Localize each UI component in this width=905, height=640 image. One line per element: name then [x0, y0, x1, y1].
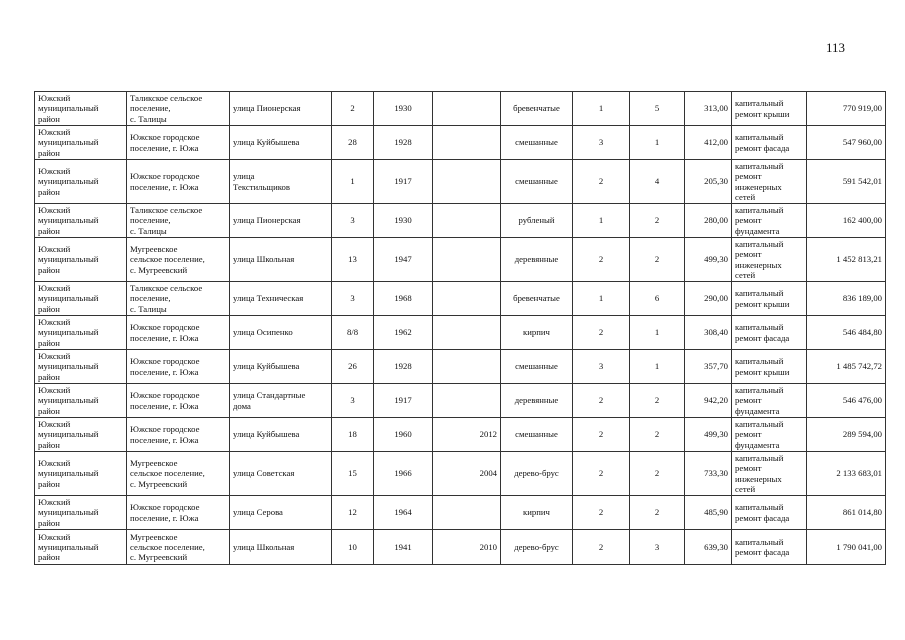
settlement-cell: Южское городское поселение, г. Южа	[127, 126, 230, 160]
reconstruction-year-cell	[433, 282, 501, 316]
reconstruction-year-cell: 2012	[433, 418, 501, 452]
entrances-cell: 4	[630, 160, 685, 204]
house-number-cell: 3	[332, 282, 374, 316]
build-year-cell: 1962	[374, 316, 433, 350]
reconstruction-year-cell	[433, 126, 501, 160]
settlement-cell: Мугреевское сельское поселение, с. Мугреевский	[127, 530, 230, 565]
cost-cell: 2 133 683,01	[807, 452, 886, 496]
municipality-cell: Южский муниципальный район	[35, 204, 127, 238]
house-number-cell: 10	[332, 530, 374, 565]
table-row	[35, 238, 886, 282]
reconstruction-year-cell	[433, 204, 501, 238]
street-cell: улица Серова	[230, 496, 332, 530]
entrances-cell: 3	[630, 530, 685, 565]
house-number-cell: 13	[332, 238, 374, 282]
reconstruction-year-cell	[433, 350, 501, 384]
entrances-cell: 2	[630, 418, 685, 452]
cost-cell: 1 790 041,00	[807, 530, 886, 565]
repair-registry-table	[34, 91, 886, 565]
table-row	[35, 384, 886, 418]
wall-material-cell: смешанные	[501, 160, 573, 204]
area-cell: 733,30	[685, 452, 732, 496]
area-cell: 485,90	[685, 496, 732, 530]
floors-cell: 2	[573, 452, 630, 496]
wall-material-cell: кирпич	[501, 496, 573, 530]
table-row	[35, 92, 886, 126]
house-number-cell: 15	[332, 452, 374, 496]
municipality-cell: Южский муниципальный район	[35, 418, 127, 452]
municipality-cell: Южский муниципальный район	[35, 126, 127, 160]
work-type-cell: капитальный ремонт инженерных сетей	[732, 238, 807, 282]
cost-cell: 861 014,80	[807, 496, 886, 530]
area-cell: 313,00	[685, 92, 732, 126]
street-cell: улица Пионерская	[230, 204, 332, 238]
wall-material-cell: бревенчатые	[501, 282, 573, 316]
work-type-cell: капитальный ремонт фундамента	[732, 204, 807, 238]
cost-cell: 546 484,80	[807, 316, 886, 350]
settlement-cell: Таликское сельское поселение, с. Талицы	[127, 282, 230, 316]
build-year-cell: 1917	[374, 384, 433, 418]
build-year-cell: 1947	[374, 238, 433, 282]
cost-cell: 162 400,00	[807, 204, 886, 238]
cost-cell: 1 452 813,21	[807, 238, 886, 282]
work-type-cell: капитальный ремонт фасада	[732, 530, 807, 565]
work-type-cell: капитальный ремонт крыши	[732, 350, 807, 384]
build-year-cell: 1930	[374, 204, 433, 238]
work-type-cell: капитальный ремонт крыши	[732, 282, 807, 316]
municipality-cell: Южский муниципальный район	[35, 282, 127, 316]
work-type-cell: капитальный ремонт фасада	[732, 496, 807, 530]
area-cell: 280,00	[685, 204, 732, 238]
entrances-cell: 2	[630, 238, 685, 282]
municipality-cell: Южский муниципальный район	[35, 496, 127, 530]
street-cell: улица Куйбышева	[230, 350, 332, 384]
table-row	[35, 418, 886, 452]
entrances-cell: 2	[630, 384, 685, 418]
build-year-cell: 1966	[374, 452, 433, 496]
floors-cell: 2	[573, 496, 630, 530]
floors-cell: 2	[573, 316, 630, 350]
municipality-cell: Южский муниципальный район	[35, 92, 127, 126]
wall-material-cell: дерево-брус	[501, 452, 573, 496]
street-cell: улица Стандартные дома	[230, 384, 332, 418]
settlement-cell: Южское городское поселение, г. Южа	[127, 496, 230, 530]
settlement-cell: Таликское сельское поселение, с. Талицы	[127, 204, 230, 238]
build-year-cell: 1928	[374, 126, 433, 160]
entrances-cell: 5	[630, 92, 685, 126]
settlement-cell: Южское городское поселение, г. Южа	[127, 350, 230, 384]
house-number-cell: 2	[332, 92, 374, 126]
wall-material-cell: кирпич	[501, 316, 573, 350]
settlement-cell: Таликское сельское поселение, с. Талицы	[127, 92, 230, 126]
house-number-cell: 12	[332, 496, 374, 530]
area-cell: 308,40	[685, 316, 732, 350]
area-cell: 357,70	[685, 350, 732, 384]
reconstruction-year-cell	[433, 160, 501, 204]
work-type-cell: капитальный ремонт фасада	[732, 126, 807, 160]
table-row	[35, 530, 886, 565]
wall-material-cell: смешанные	[501, 418, 573, 452]
street-cell: улица Техническая	[230, 282, 332, 316]
area-cell: 942,20	[685, 384, 732, 418]
entrances-cell: 2	[630, 452, 685, 496]
floors-cell: 1	[573, 92, 630, 126]
municipality-cell: Южский муниципальный район	[35, 316, 127, 350]
settlement-cell: Мугреевское сельское поселение, с. Мугреевский	[127, 238, 230, 282]
floors-cell: 1	[573, 204, 630, 238]
cost-cell: 289 594,00	[807, 418, 886, 452]
house-number-cell: 26	[332, 350, 374, 384]
house-number-cell: 8/8	[332, 316, 374, 350]
work-type-cell: капитальный ремонт фасада	[732, 316, 807, 350]
table-row	[35, 350, 886, 384]
floors-cell: 2	[573, 530, 630, 565]
cost-cell: 1 485 742,72	[807, 350, 886, 384]
settlement-cell: Южское городское поселение, г. Южа	[127, 316, 230, 350]
municipality-cell: Южский муниципальный район	[35, 238, 127, 282]
cost-cell: 591 542,01	[807, 160, 886, 204]
wall-material-cell: дерево-брус	[501, 530, 573, 565]
municipality-cell: Южский муниципальный район	[35, 350, 127, 384]
build-year-cell: 1930	[374, 92, 433, 126]
work-type-cell: капитальный ремонт инженерных сетей	[732, 160, 807, 204]
floors-cell: 2	[573, 384, 630, 418]
area-cell: 499,30	[685, 238, 732, 282]
reconstruction-year-cell: 2004	[433, 452, 501, 496]
house-number-cell: 3	[332, 384, 374, 418]
wall-material-cell: бревенчатые	[501, 92, 573, 126]
area-cell: 499,30	[685, 418, 732, 452]
wall-material-cell: рубленый	[501, 204, 573, 238]
street-cell: улица Школьная	[230, 530, 332, 565]
work-type-cell: капитальный ремонт фундамента	[732, 418, 807, 452]
reconstruction-year-cell	[433, 496, 501, 530]
street-cell: улица Куйбышева	[230, 126, 332, 160]
work-type-cell: капитальный ремонт фундамента	[732, 384, 807, 418]
wall-material-cell: деревянные	[501, 384, 573, 418]
wall-material-cell: смешанные	[501, 126, 573, 160]
entrances-cell: 2	[630, 204, 685, 238]
entrances-cell: 1	[630, 350, 685, 384]
house-number-cell: 3	[332, 204, 374, 238]
table-row	[35, 496, 886, 530]
build-year-cell: 1928	[374, 350, 433, 384]
work-type-cell: капитальный ремонт инженерных сетей	[732, 452, 807, 496]
street-cell: улица Пионерская	[230, 92, 332, 126]
house-number-cell: 1	[332, 160, 374, 204]
work-type-cell: капитальный ремонт крыши	[732, 92, 807, 126]
area-cell: 639,30	[685, 530, 732, 565]
area-cell: 412,00	[685, 126, 732, 160]
entrances-cell: 2	[630, 496, 685, 530]
build-year-cell: 1917	[374, 160, 433, 204]
table-row	[35, 126, 886, 160]
area-cell: 290,00	[685, 282, 732, 316]
floors-cell: 3	[573, 350, 630, 384]
street-cell: улица Осипенко	[230, 316, 332, 350]
area-cell: 205,30	[685, 160, 732, 204]
floors-cell: 1	[573, 282, 630, 316]
wall-material-cell: деревянные	[501, 238, 573, 282]
reconstruction-year-cell	[433, 384, 501, 418]
wall-material-cell: смешанные	[501, 350, 573, 384]
entrances-cell: 6	[630, 282, 685, 316]
house-number-cell: 28	[332, 126, 374, 160]
settlement-cell: Южское городское поселение, г. Южа	[127, 384, 230, 418]
floors-cell: 2	[573, 160, 630, 204]
floors-cell: 3	[573, 126, 630, 160]
floors-cell: 2	[573, 238, 630, 282]
reconstruction-year-cell	[433, 238, 501, 282]
build-year-cell: 1964	[374, 496, 433, 530]
table-row	[35, 204, 886, 238]
municipality-cell: Южский муниципальный район	[35, 160, 127, 204]
build-year-cell: 1968	[374, 282, 433, 316]
table-row	[35, 316, 886, 350]
municipality-cell: Южский муниципальный район	[35, 530, 127, 565]
street-cell: улица Текстильщиков	[230, 160, 332, 204]
floors-cell: 2	[573, 418, 630, 452]
house-number-cell: 18	[332, 418, 374, 452]
table-row	[35, 452, 886, 496]
street-cell: улица Школьная	[230, 238, 332, 282]
settlement-cell: Южское городское поселение, г. Южа	[127, 418, 230, 452]
street-cell: улица Куйбышева	[230, 418, 332, 452]
cost-cell: 770 919,00	[807, 92, 886, 126]
entrances-cell: 1	[630, 126, 685, 160]
cost-cell: 547 960,00	[807, 126, 886, 160]
build-year-cell: 1960	[374, 418, 433, 452]
cost-cell: 546 476,00	[807, 384, 886, 418]
street-cell: улица Советская	[230, 452, 332, 496]
table-row	[35, 282, 886, 316]
page-number: 113	[826, 40, 846, 55]
build-year-cell: 1941	[374, 530, 433, 565]
settlement-cell: Южское городское поселение, г. Южа	[127, 160, 230, 204]
municipality-cell: Южский муниципальный район	[35, 452, 127, 496]
table-row	[35, 160, 886, 204]
reconstruction-year-cell: 2010	[433, 530, 501, 565]
reconstruction-year-cell	[433, 316, 501, 350]
entrances-cell: 1	[630, 316, 685, 350]
settlement-cell: Мугреевское сельское поселение, с. Мугреевский	[127, 452, 230, 496]
reconstruction-year-cell	[433, 92, 501, 126]
municipality-cell: Южский муниципальный район	[35, 384, 127, 418]
cost-cell: 836 189,00	[807, 282, 886, 316]
